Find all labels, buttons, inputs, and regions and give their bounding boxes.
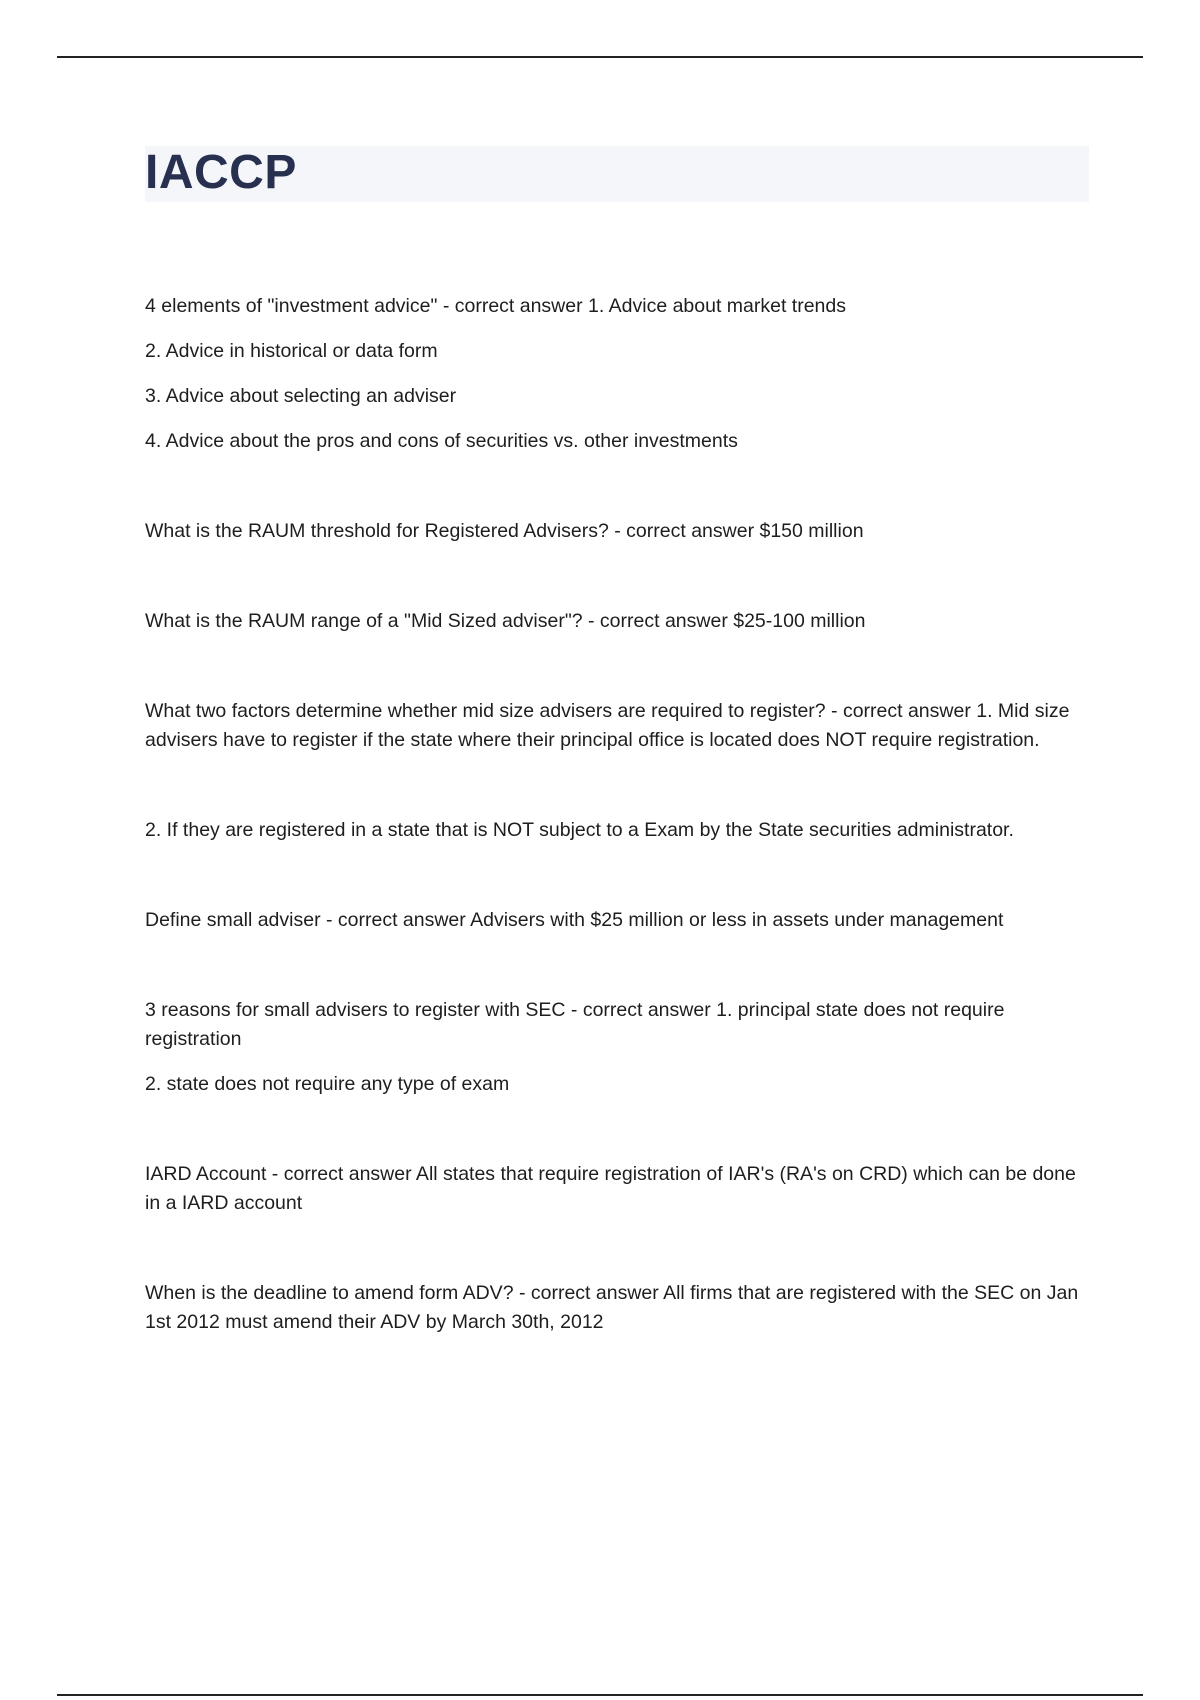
qa-item	[145, 697, 1085, 755]
qa-item	[145, 292, 1085, 456]
qa-line: 3 reasons for small advisers to register with SEC - correct answer 1. principal state does not require registration	[145, 999, 1005, 1050]
qa-item	[145, 996, 1085, 1099]
qa-line: Define small adviser - correct answer Advisers with $25 million or less in assets under management	[145, 909, 1004, 931]
qa-line: What is the RAUM range of a "Mid Sized adviser"? - correct answer $25-100 million	[145, 610, 866, 632]
qa-line: 4. Advice about the pros and cons of securities vs. other investments	[145, 430, 738, 452]
qa-line: 3. Advice about selecting an adviser	[145, 385, 457, 407]
qa-line: What two factors determine whether mid size advisers are required to register? - correct answer 1. Mid size advisers have to register if the state where their principal office is located does NOT require registration.	[145, 700, 1070, 751]
qa-item	[145, 1160, 1085, 1218]
bottom-rule	[57, 1694, 1143, 1696]
qa-list	[145, 292, 1085, 1398]
qa-item	[145, 816, 1085, 845]
qa-line: What is the RAUM threshold for Registered Advisers? - correct answer $150 million	[145, 520, 864, 542]
qa-line: IARD Account - correct answer All states that require registration of IAR's (RA's on CRD) which can be done in a IARD account	[145, 1163, 1076, 1214]
qa-item	[145, 906, 1085, 935]
qa-item	[145, 1279, 1085, 1337]
qa-line: 4 elements of "investment advice" - correct answer 1. Advice about market trends	[145, 295, 847, 317]
qa-line: 2. state does not require any type of exam	[145, 1073, 510, 1095]
qa-item	[145, 517, 1085, 546]
qa-line: 2. If they are registered in a state that is NOT subject to a Exam by the State securities administrator.	[145, 819, 1014, 841]
top-rule	[57, 56, 1143, 58]
qa-line: When is the deadline to amend form ADV? - correct answer All firms that are registered with the SEC on Jan 1st 2012 must amend their ADV by March 30th, 2012	[145, 1282, 1079, 1333]
qa-item	[145, 607, 1085, 636]
page-title: IACCP	[145, 146, 297, 199]
qa-line: 2. Advice in historical or data form	[145, 340, 438, 362]
